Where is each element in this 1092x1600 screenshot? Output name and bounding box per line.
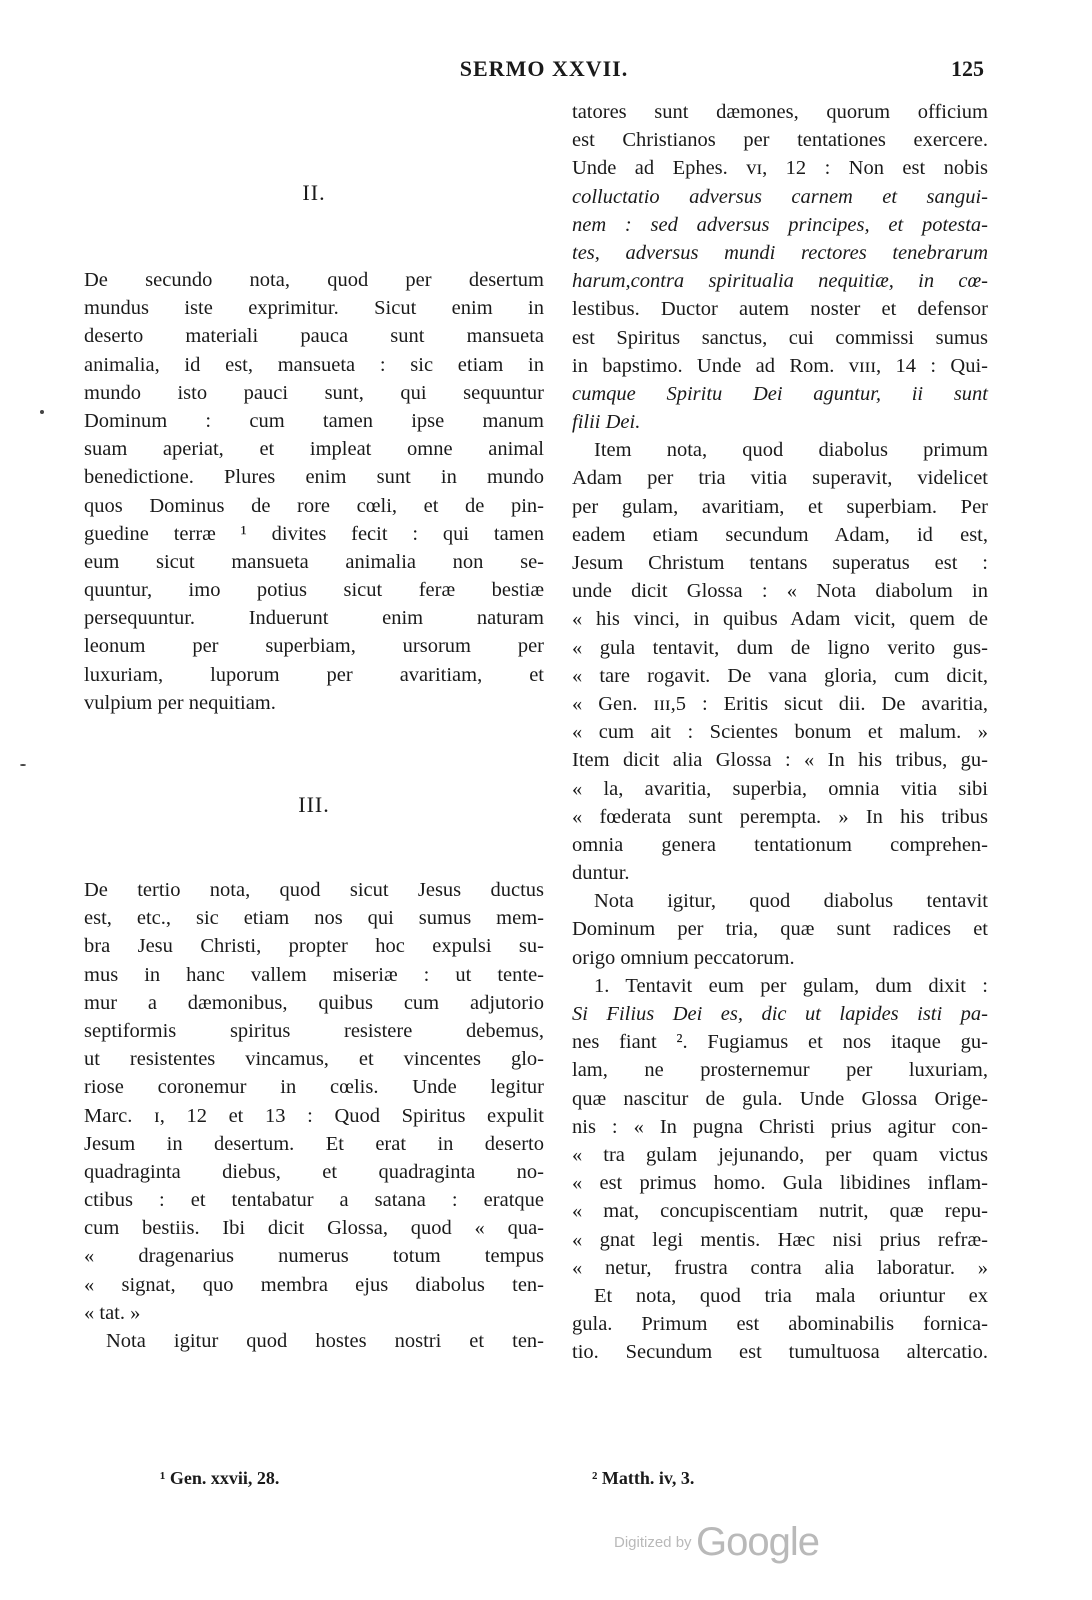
text-line: « netur, frustra contra alia laboratur. » [572,1256,988,1279]
text-line: quæ nascitur de gula. Unde Glossa Orige- [572,1087,988,1110]
text-line: gula. Primum est abominabilis fornica- [572,1313,988,1336]
text-line: est Christianos per tentationes exercere. [572,129,988,152]
text-line: « Gen. ɪɪɪ,5 : Eritis sicut dii. De avaritia, [572,692,988,715]
section-heading-ii: II. [302,180,326,205]
text-line: cumque Spiritu Dei aguntur, ii sunt [572,382,988,405]
text-line: « his vinci, in quibus Adam vicit, quem de [572,608,988,631]
text-line: benedictione. Plures enim sunt in mundo [84,466,544,489]
text-line: septiformis spiritus resistere debemus, [84,1019,544,1042]
footnote-2: ² Matth. iv, 3. [592,1468,695,1488]
text-line: nes fiant ². Fugiamus et nos itaque gu- [572,1031,988,1054]
text-line: Jesum Christum tentans superatus est : [572,552,988,574]
text-line: filii Dei. [572,411,641,434]
text-line: « signat, quo membra ejus diabolus ten- [84,1273,544,1296]
footnote-1: ¹ Gen. xxvii, 28. [160,1468,280,1488]
text-line: Marc. ɪ, 12 et 13 : Quod Spiritus expulit [84,1104,544,1127]
page-number: 125 [951,56,984,81]
text-line: omnia genera tentationum comprehen- [572,833,988,856]
text-line: « la, avaritia, superbia, omnia vitia sibi [572,777,988,800]
text-line: eum sicut mansueta animalia non se- [84,550,544,573]
text-line: mundo isto pauci sunt, qui sequuntur [84,381,544,404]
text-line: De tertio nota, quod sicut Jesus ductus [84,879,544,901]
text-line: quuntur, imo potius sicut feræ bestiæ [84,579,544,602]
text-line: luxuriam, luporum per avaritiam, et [84,663,544,686]
text-line: harum,contra spiritualia nequitiæ, in cœ- [572,270,988,293]
text-line: Nota igitur, quod diabolus tentavit [594,890,988,913]
text-line: « fœderata sunt perempta. » In his tribus [572,805,988,828]
text-line: vulpium per nequitiam. [84,691,276,714]
text-line: colluctatio adversus carnem et sangui- [572,185,988,208]
text-line: Si Filius Dei es, dic ut lapides isti pa- [572,1003,988,1025]
text-line: « gnat legi mentis. Hæc nisi prius refræ- [572,1228,988,1251]
scan-speck [40,410,44,414]
text-line: lestibus. Ductor autem noster et defensor [572,298,988,321]
right-column [572,98,988,1366]
left-column-section-iii [84,876,544,1355]
left-column-section-ii [84,266,544,717]
text-line: « tra gulam jejunando, per quam victus [572,1143,988,1166]
text-line: animalia, id est, mansueta : sic etiam in [84,353,544,376]
text-line: cum bestiis. Ibi dicit Glossa, quod « qua- [84,1217,544,1240]
text-line: mur a dæmonibus, quibus cum adjutorio [84,991,544,1014]
text-line: unde dicit Glossa : « Nota diabolum in [572,580,988,603]
text-line: quos Dominus de rore cœli, et de pin- [84,494,544,517]
text-line: leonum per superbiam, ursorum per [84,635,544,658]
text-line: « mat, concupiscentiam nutrit, quæ repu- [572,1200,988,1223]
text-line: origo omnium peccatorum. [572,946,795,969]
text-line: Jesum in desertum. Et erat in deserto [84,1132,544,1155]
section-heading-iii: III. [298,792,330,817]
text-line: « dragenarius numerus totum tempus [84,1245,544,1268]
text-line: in bapstimo. Unde ad Rom. ᴠɪɪɪ, 14 : Qui- [572,354,988,377]
text-line: « gula tentavit, dum de ligno verito gus- [572,636,988,659]
text-line: riose coronemur in cœlis. Unde legitur [84,1076,544,1099]
text-line: tatores sunt dæmones, quorum officium [572,101,988,123]
text-line: « tat. » [84,1301,141,1324]
text-line: Item nota, quod diabolus primum [594,439,988,462]
text-line: suam aperiat, et impleat omne animal [84,438,544,461]
text-line: tio. Secundum est tumultuosa altercatio. [572,1341,988,1364]
text-line: per gulam, avaritiam, et superbiam. Per [572,495,988,518]
text-line: duntur. [572,862,630,885]
text-line: nis : « In pugna Christi prius agitur con- [572,1115,988,1138]
text-line: Et nota, quod tria mala oriuntur ex [594,1284,988,1307]
text-line: eadem etiam secundum Adam, id est, [572,523,988,546]
text-line: est Spiritus sanctus, cui commissi sumus [572,326,988,349]
text-line: deserto materiali pauca sunt mansueta [84,325,544,348]
text-line: persequuntur. Induerunt enim naturam [84,607,544,630]
text-line: ctibus : et tentabatur a satana : eratque [84,1189,544,1212]
text-line: « cum ait : Scientes bonum et malum. » [572,721,988,744]
text-line: mundus iste exprimitur. Sicut enim in [84,297,544,320]
text-line: Nota igitur quod hostes nostri et ten- [106,1330,544,1352]
text-line: 1. Tentavit eum per gulam, dum dixit : [594,974,988,997]
text-line: Item dicit alia Glossa : « In his tribus, gu- [572,749,988,772]
text-line: mus in hanc vallem miseriæ : ut tente- [84,963,544,986]
text-line: Adam per tria vitia superavit, videlicet [572,467,988,490]
text-line: Unde ad Ephes. ᴠɪ, 12 : Non est nobis [572,157,988,180]
text-line: ut resistentes vincamus, et vincentes glo- [84,1048,544,1071]
google-logo: Google [696,1520,819,1564]
text-line: Dominum : cum tamen ipse manum [84,409,544,432]
text-line: quadraginta diebus, et quadraginta no- [84,1160,544,1183]
text-line: est, etc., sic etiam nos qui sumus mem- [84,907,544,930]
scan-speck [20,764,26,766]
text-line: tes, adversus mundi rectores tenebrarum [572,241,988,264]
text-line: bra Jesu Christi, propter hoc expulsi su- [84,935,544,958]
text-line: « est primus homo. Gula libidines inflam- [572,1172,988,1195]
text-line: Dominum per tria, quæ sunt radices et [572,918,988,941]
digitized-watermark [614,1520,854,1565]
text-line: lam, ne prosternemur per luxuriam, [572,1059,988,1082]
running-header-title: SERMO XXVII. [459,56,629,81]
text-line: De secundo nota, quod per desertum [84,269,544,291]
watermark-prefix: Digitized by [614,1534,692,1551]
text-line: « tare rogavit. De vana gloria, cum dicit, [572,664,988,687]
text-line: guedine terræ ¹ divites fecit : qui tamen [84,522,544,545]
text-line: nem : sed adversus principes, et potesta- [572,213,988,236]
